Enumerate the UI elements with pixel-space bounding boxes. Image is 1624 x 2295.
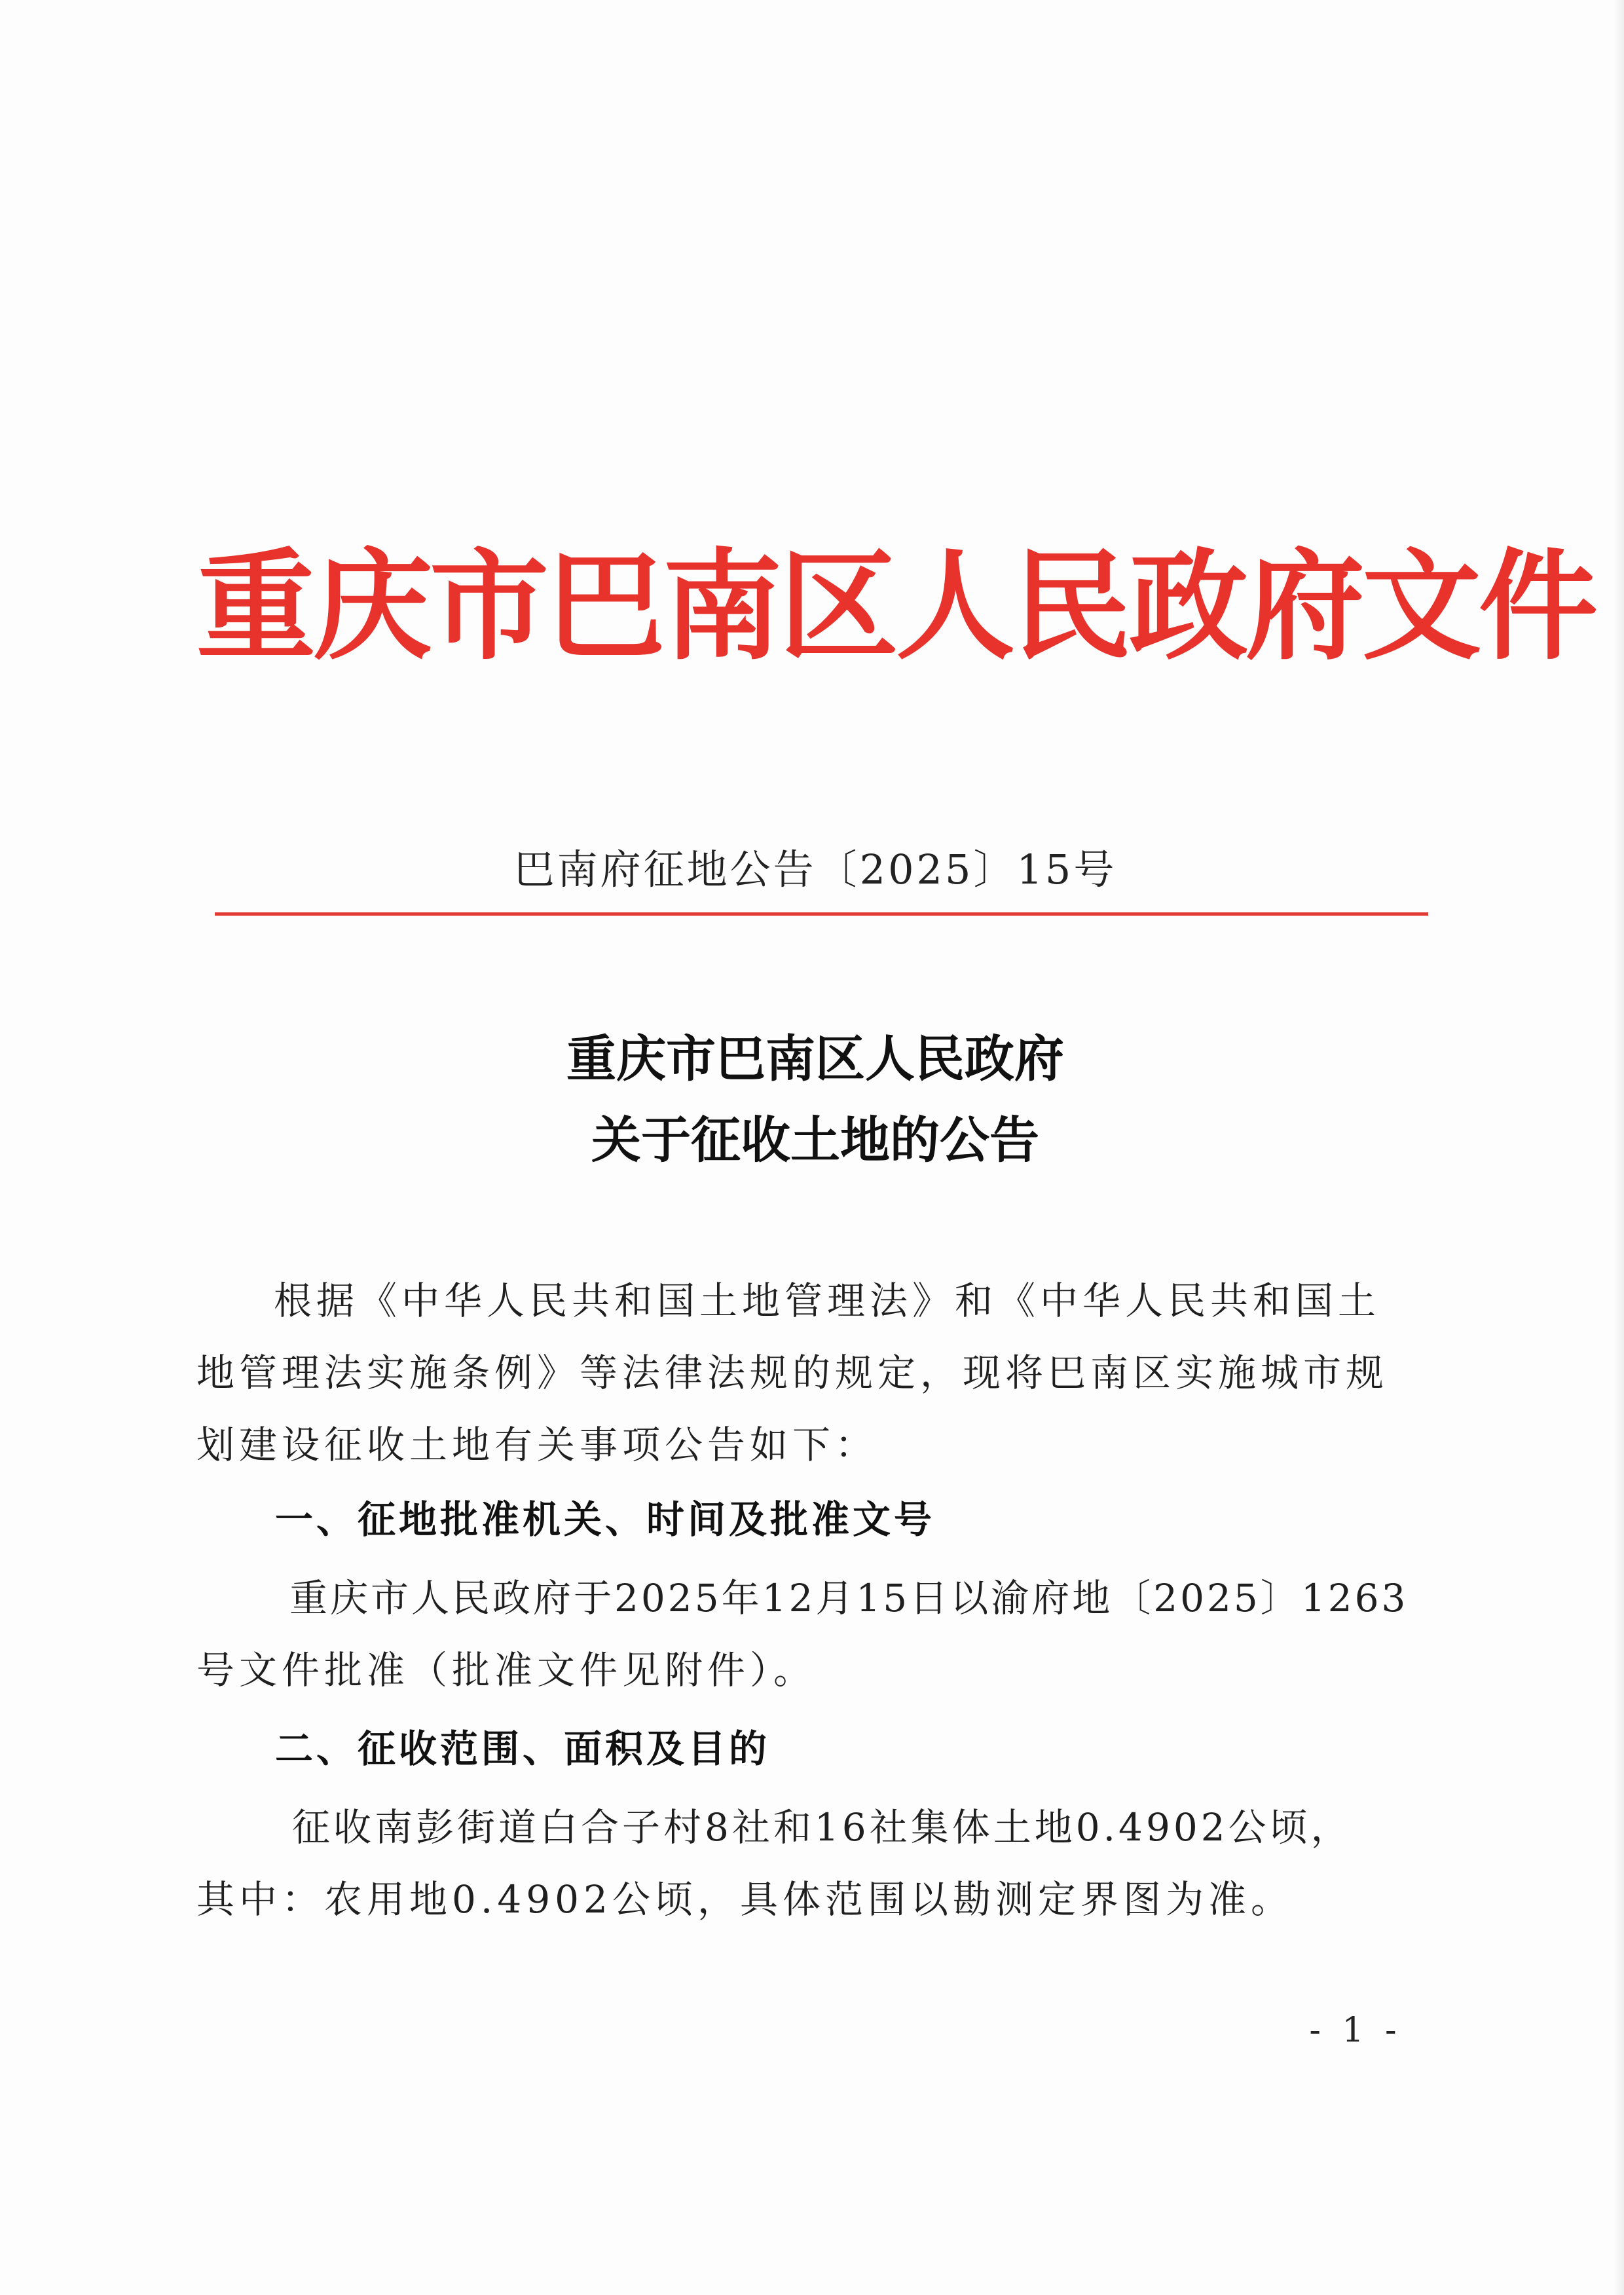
notice-title-line-1: 重庆市巴南区人民政府 (566, 1030, 1064, 1088)
document-number: 巴南府征地公告〔2025〕15号 (513, 846, 1117, 893)
red-divider-line (215, 912, 1428, 916)
intro-paragraph-line-2: 地管理法实施条例》等法律法规的规定，现将巴南区实施城市规 (196, 1351, 1389, 1395)
intro-paragraph-line-3: 划建设征收土地有关事项公告如下： (196, 1423, 878, 1467)
intro-paragraph-line-1: 根据《中华人民共和国土地管理法》和《中华人民共和国土 (274, 1278, 1381, 1323)
document-masthead: 重庆市巴南区人民政府文件 (196, 536, 1595, 676)
notice-title-line-2: 关于征收土地的公告 (591, 1111, 1039, 1169)
section-1-line-2: 号文件批准（批准文件见附件）。 (196, 1648, 817, 1692)
section-1-heading: 一、征地批准机关、时间及批准文号 (275, 1497, 936, 1542)
section-2-line-1: 征收南彭街道白合子村8社和16社集体土地0.4902公顷， (292, 1805, 1352, 1850)
section-2-line-2: 其中：农用地0.4902公顷，具体范围以勘测定界图为准。 (196, 1877, 1293, 1922)
section-1-line-1: 重庆市人民政府于2025年12月15日以渝府地〔2025〕1263 (289, 1576, 1409, 1620)
section-2-heading: 二、征收范围、面积及目的 (275, 1726, 771, 1771)
page-number: - 1 - (1309, 2011, 1402, 2050)
